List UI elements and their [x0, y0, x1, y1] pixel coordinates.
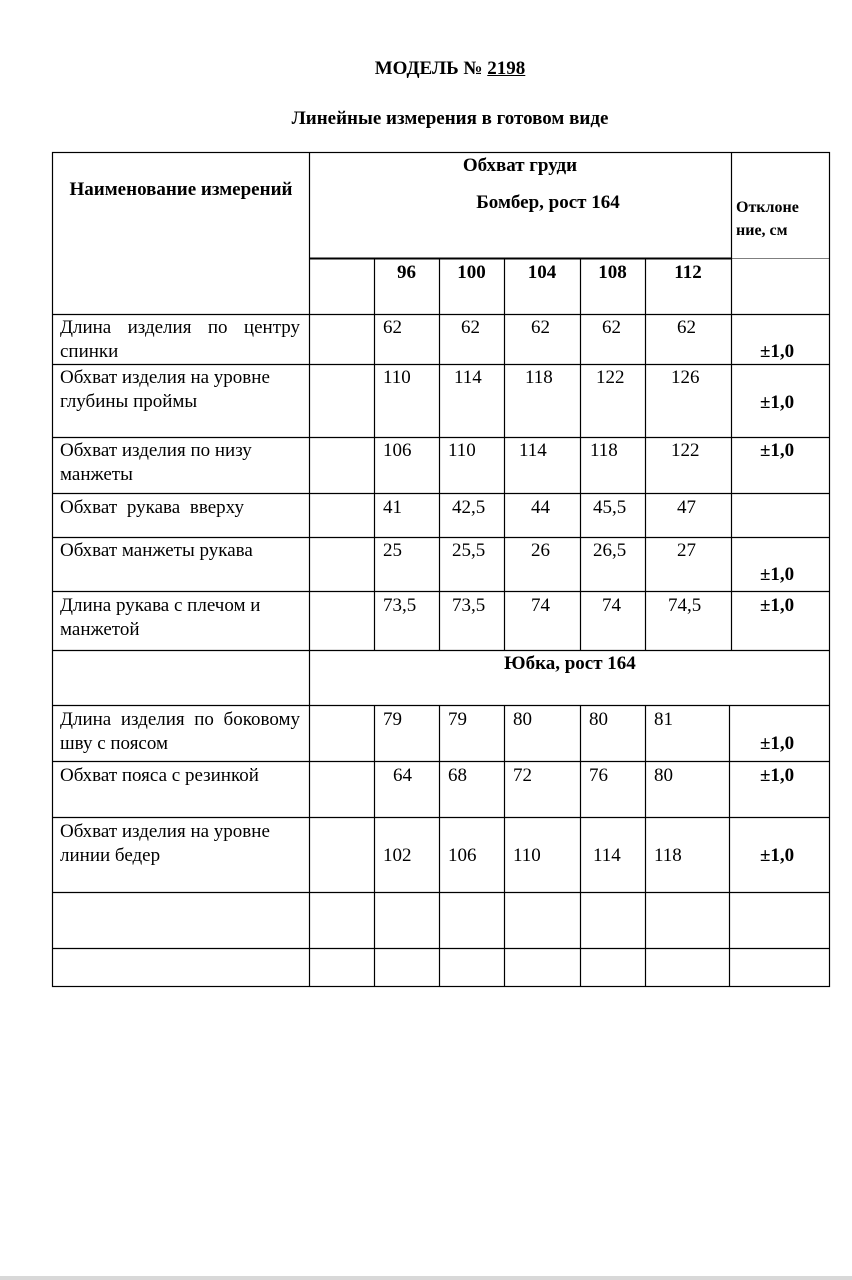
table-cell: 76: [589, 765, 608, 786]
tolerance-header: Отклоне ние, см: [736, 199, 799, 239]
title-prefix: МОДЕЛЬ №: [374, 58, 483, 79]
table-cell: 74: [531, 595, 550, 616]
table-cell: 25: [383, 540, 402, 561]
table-cell: 110: [448, 440, 476, 461]
table-cell: 122: [596, 367, 625, 388]
table-cell: 62: [602, 317, 621, 338]
tolerance-cell: ±1,0: [760, 765, 795, 786]
size-header: 100: [457, 262, 486, 283]
table-cell: 62: [383, 317, 402, 338]
size-header: 96: [397, 262, 416, 283]
page-bottom-edge: [0, 1276, 852, 1280]
bomber-section-header: Бомбер, рост 164: [476, 192, 620, 213]
table-cell: 25,5: [452, 540, 486, 561]
table-cell: 122: [671, 440, 700, 461]
tolerance-cell: ±1,0: [760, 564, 795, 585]
skirt-section-header: Юбка, рост 164: [504, 653, 636, 674]
table-cell: 81: [654, 709, 673, 730]
table-cell: 118: [590, 440, 618, 461]
row-label: Обхват рукава вверху: [60, 497, 244, 518]
row-label: Длина рукава с плечом и манжетой: [60, 595, 261, 640]
size-header: 104: [527, 262, 557, 283]
model-number: 2198: [487, 58, 526, 79]
chest-header: Обхват груди: [462, 155, 578, 176]
table-cell: 80: [513, 709, 532, 730]
table-cell: 79: [448, 709, 467, 730]
table-cell: 73,5: [383, 595, 417, 616]
table-cell: 118: [525, 367, 553, 388]
table-cell: 64: [393, 765, 412, 786]
table-cell: 126: [671, 367, 700, 388]
table-cell: 44: [531, 497, 550, 518]
table-cell: 110: [513, 845, 541, 866]
size-header: 108: [598, 262, 627, 283]
tolerance-cell: ±1,0: [760, 440, 795, 461]
table-cell: 106: [383, 440, 412, 461]
table-cell: 27: [677, 540, 696, 561]
document-subtitle: Линейные измерения в готовом виде: [291, 108, 609, 129]
table-cell: 114: [519, 440, 547, 461]
table-cell: 114: [593, 845, 621, 866]
size-header: 112: [674, 262, 702, 283]
table-cell: 114: [454, 367, 482, 388]
table-cell: 62: [531, 317, 550, 338]
row-label: Обхват изделия на уровне глубины проймы: [60, 367, 270, 412]
table-cell: 45,5: [593, 497, 627, 518]
table-cell: 68: [448, 765, 467, 786]
row-label: Длина изделия по центру спинки: [60, 317, 300, 362]
tolerance-cell: ±1,0: [760, 392, 795, 413]
table-cell: 72: [513, 765, 532, 786]
row-label: Обхват изделия на уровне линии бедер: [60, 821, 270, 866]
table-cell: 74,5: [668, 595, 702, 616]
row-label: Обхват манжеты рукава: [60, 540, 253, 561]
table-cell: 74: [602, 595, 621, 616]
table-cell: 118: [654, 845, 682, 866]
row-label: Обхват изделия по низу манжеты: [60, 440, 252, 485]
table-cell: 41: [383, 497, 402, 518]
table-cell: 42,5: [452, 497, 486, 518]
table-cell: 80: [654, 765, 673, 786]
table-cell: 47: [677, 497, 696, 518]
table-cell: 26,5: [593, 540, 627, 561]
table-cell: 62: [461, 317, 480, 338]
row-label: Обхват пояса с резинкой: [60, 765, 259, 786]
tolerance-cell: ±1,0: [760, 595, 795, 616]
tolerance-cell: ±1,0: [760, 733, 795, 754]
table-cell: 26: [531, 540, 550, 561]
table-cell: 73,5: [452, 595, 486, 616]
table-cell: 110: [383, 367, 411, 388]
table-cell: 62: [677, 317, 696, 338]
tolerance-cell: ±1,0: [760, 341, 795, 362]
tolerance-cell: ±1,0: [760, 845, 795, 866]
table-cell: 102: [383, 845, 412, 866]
name-column-header: Наименование измерений: [69, 179, 293, 200]
table-cell: 79: [383, 709, 402, 730]
row-label: Длина изделия по боковому шву с поясом: [60, 709, 300, 754]
table-cell: 106: [448, 845, 477, 866]
table-cell: 80: [589, 709, 608, 730]
